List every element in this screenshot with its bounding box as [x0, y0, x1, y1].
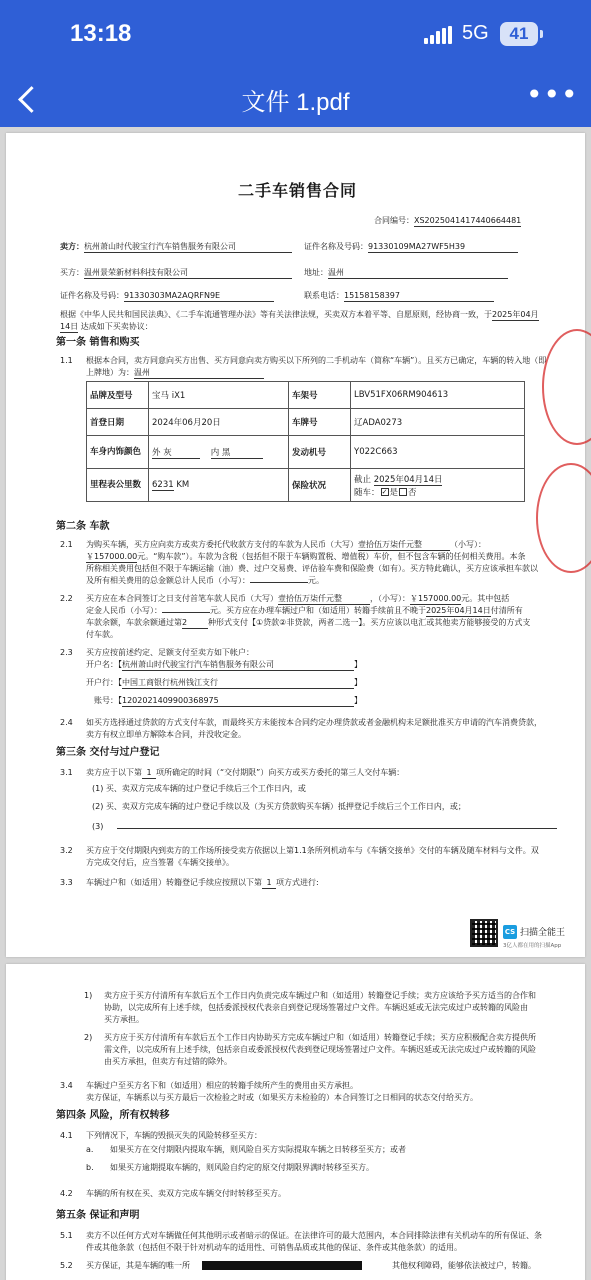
delivery-option: 1: [142, 767, 156, 779]
clause-4-1-line1: 下列情况下，车辆的毁损灭失的风险转移至买方：: [86, 1131, 262, 1140]
clause-4-1-b-no: b.: [86, 1163, 94, 1172]
bank-row: [86, 677, 362, 689]
deposit-blank: [162, 612, 210, 613]
seal-stamp-icon: [542, 329, 591, 445]
clause-3-1-option2: (2) 买、卖双方完成车辆的过户登记手续以及（为买方贷款购买车辆）抵押登记手续后三个工作日内，或；: [92, 802, 466, 811]
p2-item1-line3: 买方承担。: [104, 1015, 144, 1024]
clause-5-1-no: 5.1: [60, 1231, 73, 1240]
scanner-app-tagline: 3亿人都在用的扫描App: [503, 943, 562, 949]
pdf-viewer[interactable]: [0, 127, 591, 1280]
bank-name: 中国工商银行杭州钱江支行: [122, 677, 354, 689]
clause-2-3-no: 2.3: [60, 648, 73, 657]
article-2-title: 第二条 车款: [56, 521, 110, 532]
seller-label: 卖方：: [60, 242, 84, 251]
seller-row: [60, 241, 292, 253]
clause-1-1-text: 上牌地）为：: [86, 368, 134, 377]
clause-2-2-line2: [86, 605, 523, 617]
contract-no-label: 合同编号：: [374, 216, 414, 225]
p2-item1-line2: 协助，以完成所有上述手续，包括委派授权代表亲自到登记现场签署过户文件。车辆迟延或无法完成过户或转籍的风险由: [104, 1003, 528, 1012]
account-no-label: 账号：【: [94, 696, 122, 705]
p2-item2-line3: 由买方承担，但卖方有过错的除外。: [104, 1057, 232, 1066]
first-payment-number: ￥157000.00: [410, 594, 462, 603]
account-no: 1202021409900368975: [122, 695, 354, 707]
article-3-title: 第三条 交付与过户登记: [56, 747, 160, 758]
clause-text: 付清所有: [490, 606, 523, 615]
checkbox-empty-icon: [399, 488, 407, 496]
clause-4-2-line1: 车辆的所有权在买、卖双方完成车辆交付时转移至买方。: [86, 1189, 286, 1198]
seal-stamp-icon: [536, 463, 591, 573]
checkbox-checked-icon: ✓: [381, 488, 388, 496]
clause-1-1-line1: 根据本合同，卖方同意向买方出售、买方同意向卖方购买以下所列的二手机动车（简称“车辆”）。且买方已确定，车辆的转入地（即: [86, 356, 547, 365]
bracket: 】: [354, 696, 362, 705]
preamble-line1: [60, 309, 539, 321]
clause-text: 元。: [308, 576, 324, 585]
bracket: 】: [354, 678, 362, 687]
clause-text: 元。其中包括: [461, 594, 510, 603]
color-value: [149, 436, 289, 469]
table-row: [87, 409, 525, 436]
bank-label: 开户行：【: [86, 678, 122, 687]
status-time: 13:18: [70, 20, 132, 47]
table-row: [87, 382, 525, 409]
seller-id: 91330109MA27WF5H39: [368, 241, 518, 253]
contract-no-row: [374, 215, 521, 227]
clause-text: 项方式进行:: [276, 878, 319, 887]
preamble-day: 14日: [60, 322, 79, 331]
preamble-end: 达成如下买卖协议：: [80, 322, 153, 331]
address-row: [304, 267, 508, 279]
preamble-text: 根据《中华人民共和国民法典》、《二手车流通管理办法》等有关法律法规，买卖双方本着平等、自愿原则，经协商一致，于: [60, 310, 492, 319]
table-row: [87, 436, 525, 469]
reg-date-value: 2024年06月20日: [149, 409, 289, 436]
clause-3-3-line1: [86, 877, 319, 889]
buyer-id: 91330303MA2AQRFN9E: [124, 290, 274, 302]
clause-2-1-line3: 所称相关费用包括但不限于车辆运输（油）费、过户交易费、评估验车费和保险费（如有）。买方特此确认，买方应该承担车款以: [86, 564, 538, 573]
network-type: 5G: [462, 22, 489, 44]
article-4-title: 第四条 风险，所有权转移: [56, 1110, 170, 1121]
buyer-id-row: [60, 290, 274, 302]
bracket: 】: [354, 660, 362, 669]
clause-2-4-line1: 如买方选择通过贷款的方式支付车款，而最终买方未能按本合同约定办理贷款或者金融机构未足额批准买方申请的汽车消费贷款，: [86, 718, 542, 727]
insurance-no: 否: [408, 487, 417, 498]
first-payment-chinese: 壹拾伍万柒仟元整: [278, 593, 370, 605]
buyer-label: 买方：: [60, 268, 84, 277]
vehicle-info-table: [86, 381, 525, 502]
table-row: [87, 469, 525, 502]
clause-text: ，（小写）：: [370, 594, 410, 603]
qr-code-icon: [470, 919, 498, 947]
clause-text: 为购买车辆，买方应向卖方或卖方委托代收款方支付的车款为人民币（大写）: [86, 540, 358, 549]
account-name-row: [86, 659, 362, 671]
pdf-page-2: [6, 964, 585, 1280]
clause-4-1-no: 4.1: [60, 1131, 73, 1140]
plate-label: 车牌号: [289, 409, 351, 436]
clause-text: 及所有相关费用的总金额总计人民币（小写）：: [86, 576, 250, 585]
engine-label: 发动机号: [289, 436, 351, 469]
insurance-value: [351, 469, 525, 502]
clause-2-2-line3: [86, 617, 530, 629]
p2-item2-line1: 买方应于买方付清所有车款后五个工作日内协助买方完成车辆过户和（如适用）转籍登记手续；买方应积极配合卖方提供所: [104, 1033, 536, 1042]
buyer-row: [60, 267, 292, 279]
clause-2-2-line1: [86, 593, 509, 605]
phone-row: [304, 290, 494, 302]
clause-text: 定金人民币（小写）：: [86, 606, 162, 615]
p2-item1-line1: 卖方应于买方付清所有车款后五个工作日内负责完成车辆过户和（如适用）转籍登记手续；卖方应该给予买方适当的合作和: [104, 991, 536, 1000]
preamble-line2: [60, 321, 153, 333]
clause-4-2-no: 4.2: [60, 1189, 73, 1198]
clause-3-2-line2: 方完成交付后，应当签署《车辆交接单》。: [86, 858, 234, 867]
brand-value: 宝马 iX1: [149, 382, 289, 409]
page-title: 文件 1.pdf: [241, 89, 350, 116]
clause-3-4-no: 3.4: [60, 1081, 73, 1090]
p2-item2-no: 2): [84, 1033, 93, 1042]
clause-2-1-no: 2.1: [60, 540, 73, 549]
price-number: ￥157000.00: [86, 552, 138, 561]
insurance-yes: 是: [389, 487, 399, 498]
contract-no: XS2025041417440664481: [414, 216, 522, 225]
clause-2-1-line1: [86, 539, 486, 551]
engine-value: Y022C663: [351, 436, 525, 469]
transfer-place: 温州: [134, 367, 264, 379]
transfer-option: 1: [262, 877, 276, 889]
address: 温州: [328, 267, 508, 279]
clause-3-1-option1: (1) 买、卖双方完成车辆的过户登记手续后三个工作日内，或: [92, 784, 306, 793]
buyer-id-label: 证件名称及号码：: [60, 291, 124, 300]
clause-5-2-no: 5.2: [60, 1261, 73, 1270]
payment-method: 2: [182, 617, 208, 629]
doc-title: 二手车销售合同: [238, 181, 358, 200]
clause-4-1-b: 如果买方逾期提取车辆的，则风险自约定的原交付期限界满时转移至买方。: [110, 1163, 374, 1172]
clause-4-1-a-no: a.: [86, 1145, 94, 1154]
address-label: 地址：: [304, 268, 328, 277]
clause-3-2-line1: 买方应于交付期限内到卖方的工作场所接受卖方依据以上第1.1条所列机动车与《车辆交接单》交付的车辆及随车材料与文件。双: [86, 846, 539, 855]
vin-label: 车架号: [289, 382, 351, 409]
clause-2-1-line2: [86, 551, 526, 563]
seller-name: 杭州萧山时代骏宝行汽车销售服务有限公司: [84, 241, 292, 253]
balance-deadline: 2025年04月14日: [426, 606, 491, 615]
insurance-label: 保险状况: [289, 469, 351, 502]
clause-2-4-no: 2.4: [60, 718, 73, 727]
reg-date-label: 首登日期: [87, 409, 149, 436]
article-1-title: 第一条 销售和购买: [56, 337, 140, 348]
more-icon[interactable]: •••: [526, 78, 579, 111]
option-blank: [117, 828, 557, 829]
clause-text: 元。买方应在办理车辆过户和（如适用）转籍手续前且不晚于: [210, 606, 426, 615]
clause-2-4-line2: 卖方有权立即单方解除本合同，并没收定金。: [86, 730, 246, 739]
insurance-line-1: [354, 473, 521, 486]
clause-2-3-line1: 买方应按前述约定、足额支付至卖方如下帐户：: [86, 648, 254, 657]
mileage-value: [149, 469, 289, 502]
signal-icon: [424, 26, 454, 44]
status-bar: [0, 0, 591, 70]
clause-text: 元。“购车款”）。车款为含税（包括但不限于车辆购置税、增值税）车价，但不包含车辆的任何相关费用。本条: [137, 552, 526, 561]
clause-3-1-no: 3.1: [60, 768, 73, 777]
clause-5-1-line2: 件或其他条款（包括但不限于针对机动车的适用性、可销售品质或其他的保证、条件或其他条款）的适用。: [86, 1243, 462, 1252]
clause-2-2-no: 2.2: [60, 594, 73, 603]
clause-4-1-a: 如果买方在交付期限内提取车辆，则风险自买方实际提取车辆之日转移至买方；或者: [110, 1145, 406, 1154]
clause-text: 项所确定的时间（“交付期限”）向买方或买方委托的第三人交付车辆：: [156, 768, 405, 777]
option-number: (3): [92, 822, 104, 831]
account-name-label: 开户名：【: [86, 660, 122, 669]
p2-item1-no: 1): [84, 991, 93, 1000]
mileage-unit: KM: [176, 479, 190, 490]
preamble-date: 2025年04月: [492, 310, 539, 319]
clause-text: 买方应在本合同签订之日支付首笔车款人民币（大写）: [86, 594, 278, 603]
clause-3-1-option3: [92, 821, 557, 832]
scanner-app-name: 扫描全能王: [520, 928, 566, 938]
pdf-page-1: [6, 133, 585, 957]
seller-id-row: [304, 241, 518, 253]
account-name: 杭州萧山时代骏宝行汽车销售服务有限公司: [122, 659, 354, 671]
clause-text: 种形式支付【①贷款②非贷款，两者二选一】。买方应该以电汇或其他卖方能够接受的方式支: [208, 618, 531, 627]
insurance-with-car-label: 随车：: [354, 487, 380, 498]
clause-1-1-line2: [86, 367, 264, 379]
vin-value: LBV51FX06RM904613: [351, 382, 525, 409]
article-5-title: 第五条 保证和声明: [56, 1210, 140, 1221]
color-label: 车身内饰颜色: [87, 436, 149, 469]
clause-5-2-line1: 买方保证，其是车辆的唯一所: [86, 1261, 190, 1270]
camscanner-logo-icon: CS: [503, 925, 517, 939]
clause-3-4-line1: 车辆过户至买方名下和（如适用）相应的转籍手续所产生的费用由买方承担。: [86, 1081, 358, 1090]
nav-bar: [0, 70, 591, 127]
phone: 15158158397: [344, 290, 494, 302]
color-exterior: 外 灰: [152, 446, 200, 459]
clause-3-4-line2: 卖方保证，车辆系以与买方最后一次检验之时或（如果买方未检验的）本合同签订之日相同的状态交付给买方。: [86, 1093, 478, 1102]
insurance-expiry: 2025年04月14日: [373, 474, 443, 485]
p2-item2-line2: 需文件，以完成所有上述手续，包括亲自或委派授权代表到登记现场签署过户文件。车辆迟延或无法完成过户或转籍的风险: [104, 1045, 536, 1054]
insurance-expiry-label: 截止: [354, 474, 372, 485]
redaction-bar: [202, 1261, 362, 1270]
battery-icon: 41: [500, 22, 538, 46]
clause-2-1-line4: [86, 575, 324, 586]
insurance-line-2: [354, 486, 521, 498]
clause-3-3-no: 3.3: [60, 878, 73, 887]
clause-5-2-line1-end: 其他权利障碍，能够依法被过户，转籍。: [392, 1261, 536, 1270]
clause-2-2-line4: 付车款。: [86, 630, 118, 639]
plate-value: 辽ADA0273: [351, 409, 525, 436]
clause-5-1-line1: 卖方不以任何方式对车辆做任何其他明示或者暗示的保证。在法律许可的最大范围内，本合同排除法律有关机动车的所有保证、条: [86, 1231, 542, 1240]
seller-id-label: 证件名称及号码：: [304, 242, 368, 251]
color-interior: 内 黑: [211, 446, 263, 459]
buyer-name: 温州景荣新材料科技有限公司: [84, 267, 292, 279]
clause-text: 车辆过户和（如适用）转籍登记手续应按照以下第: [86, 878, 262, 887]
phone-label: 联系电话：: [304, 291, 344, 300]
clause-3-2-no: 3.2: [60, 846, 73, 855]
brand-label: 品牌及型号: [87, 382, 149, 409]
clause-text: 车款余额，车款余额通过第: [86, 618, 182, 627]
clause-text: （小写）：: [450, 540, 486, 549]
clause-1-1-no: 1.1: [60, 356, 73, 365]
total-blank: [250, 582, 308, 583]
mileage-number: 6231: [152, 479, 174, 490]
mileage-label: 里程表公里数: [87, 469, 149, 502]
price-chinese: 壹拾伍万柒仟元整: [358, 539, 450, 551]
clause-text: 卖方应于以下第: [86, 768, 142, 777]
clause-3-1-line1: [86, 767, 404, 779]
account-no-row: [94, 695, 362, 707]
